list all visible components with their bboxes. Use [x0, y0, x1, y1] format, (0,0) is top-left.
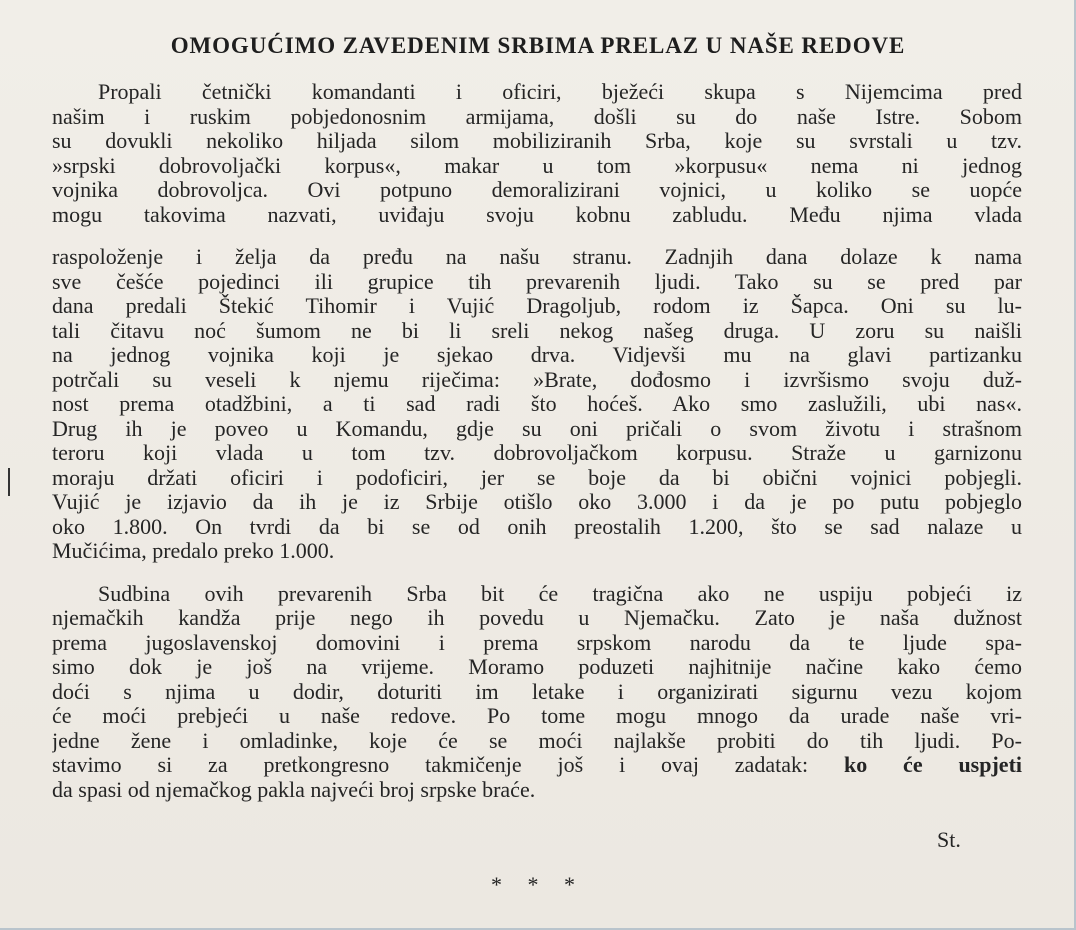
- article-title: OMOGUĆIMO ZAVEDENIM SRBIMA PRELAZ U NAŠE REDOVE: [170, 33, 906, 58]
- author-signature: St.: [937, 827, 961, 852]
- section-separator: * * *: [491, 872, 585, 897]
- article-body: [52, 80, 1022, 802]
- body-line: teroru koji vlada u tom tzv. dobrovoljačkom korpusu. Straže u garnizonu: [52, 441, 1022, 465]
- body-line: jedne žene i omladinke, koje će se moći najlakše probiti do tih ljudi. Po-: [52, 728, 1022, 753]
- body-line: »srpski dobrovoljački korpus«, makar u tom »korpusu« nema ni jednog: [52, 153, 1022, 178]
- body-line: raspoloženje i želja da pređu na našu stranu. Zadnjih dana dolaze k nama: [52, 245, 1022, 269]
- body-line: mogu takovima nazvati, uviđaju svoju kobnu zabludu. Među njima vlada: [52, 202, 1022, 227]
- body-line: Mučićima, predalo preko 1.000.: [52, 539, 335, 563]
- body-line: vojnika dobrovoljca. Ovi potpuno demoralizirani vojnici, u koliko se uopće: [52, 178, 1022, 202]
- scan-edge-mark: [8, 468, 10, 496]
- body-line: sve češće pojedinci ili grupice tih prevarenih ljudi. Tako su se pred par: [52, 269, 1022, 294]
- body-line: oko 1.800. On tvrdi da bi se od onih preostalih 1.200, što se sad nalaze u: [52, 514, 1022, 539]
- body-line: nost prema otadžbini, a ti sad radi što hoćeš. Ako smo zaslužili, ubi nas«.: [52, 392, 1022, 416]
- body-line: Sudbina ovih prevarenih Srba bit će tragična ako ne uspiju pobjeći iz: [98, 581, 1022, 606]
- body-line: našim i ruskim pobjedonosnim armijama, došli su do naše Istre. Sobom: [52, 104, 1022, 129]
- body-line: su dovukli nekoliko hiljada silom mobiliziranih Srba, koje su svrstali u tzv.: [52, 129, 1022, 153]
- body-line: njemačkih kandža prije nego ih povedu u Njemačku. Zato je naša dužnost: [52, 606, 1022, 630]
- body-line: na jednog vojnika koji je sjekao drva. Vidjevši mu na glavi partizanku: [52, 343, 1022, 367]
- body-line-text: stavimo si za pretkongresno takmičenje još i ovaj zadatak:: [52, 753, 809, 777]
- body-line: tali čitavu noć šumom ne bi li sreli nekog našeg druga. U zoru su naišli: [52, 318, 1022, 343]
- body-line: dana predali Štekić Tihomir i Vujić Dragoljub, rodom iz Šapca. Oni su lu-: [52, 294, 1022, 318]
- body-line: potrčali su veseli k njemu riječima: »Brate, dođosmo i izvršismo svoju duž-: [52, 367, 1022, 392]
- body-line: prema jugoslavenskoj domovini i prema srpskom narodu da te ljude spa-: [52, 630, 1022, 655]
- body-line: moraju držati oficiri i podoficiri, jer se boje da bi obični vojnici pobjegli.: [52, 465, 1022, 490]
- body-line: Vujić je izjavio da ih je iz Srbije otišlo oko 3.000 i da je po putu pobjeglo: [52, 490, 1022, 514]
- body-line: Propali četnički komandanti i oficiri, bježeći skupa s Nijemcima pred: [98, 80, 1022, 104]
- body-line: Drug ih je poveo u Komandu, gdje su oni pričali o svom životu i strašnom: [52, 416, 1022, 441]
- bold-phrase: ko će uspjeti: [843, 753, 1022, 777]
- body-line: doći s njima u dodir, doturiti im letake i organizirati sigurnu vezu kojom: [52, 679, 1022, 704]
- body-line-with-bold: [52, 753, 1022, 778]
- body-line: simo dok je još na vrijeme. Moramo poduzeti najhitnije načine kako ćemo: [52, 655, 1022, 679]
- body-line: će moći prebjeći u naše redove. Po tome mogu mnogo da urade naše vri-: [52, 704, 1022, 728]
- bold-closing-line: da spasi od njemačkog pakla najveći broj srpske braće.: [52, 777, 536, 802]
